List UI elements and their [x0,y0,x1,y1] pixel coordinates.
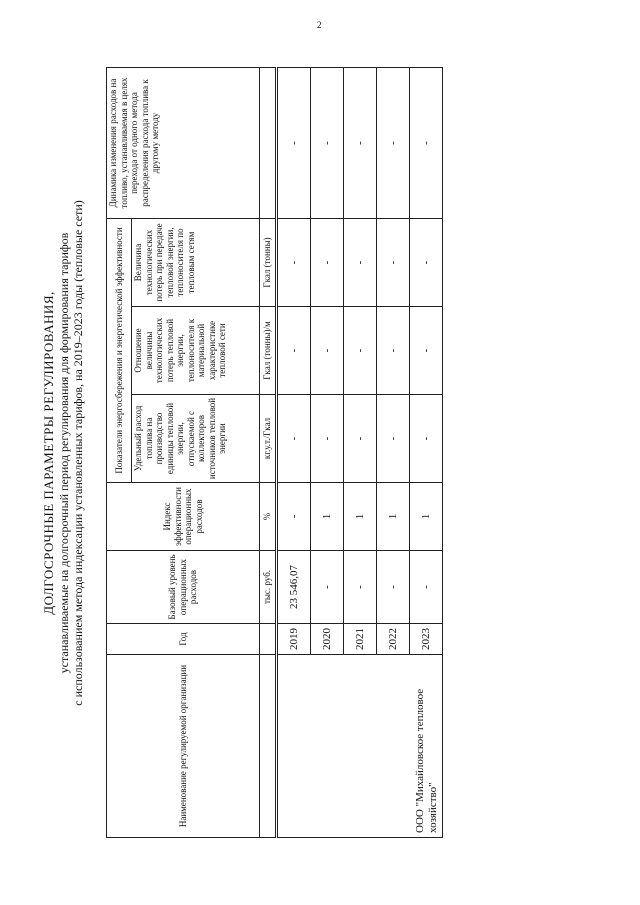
cell-loss-value: - [311,218,344,306]
document-subtitle-line-1: устанавливаемые на долгосрочный период регулирования для формирования тарифов [57,232,71,674]
cell-specific-fuel: - [311,395,344,483]
cell-efficiency-index: 1 [344,483,377,551]
rotated-page-content [40,68,600,838]
unit-empty [260,655,277,838]
cell-base-level: 23 546,07 [277,551,311,624]
header-loss-value: Величина технологических потерь при передаче тепловой энергии, теплоносителя по тепловым сетям [132,218,260,306]
header-org-name: Наименование регулируемой организации [107,655,260,838]
cell-specific-fuel: - [410,395,443,483]
cell-fuel-dynamics: - [344,67,377,218]
cell-loss-value: - [344,218,377,306]
cell-base-level: - [377,551,410,624]
cell-loss-ratio: - [277,307,311,395]
parameters-table [106,67,443,838]
cell-fuel-dynamics: - [410,67,443,218]
unit-specific-fuel: кг.у.т./Гкал [260,395,277,483]
header-row-1 [107,67,132,837]
header-efficiency-index: Индекс эффективности операционных расходов [107,483,260,551]
header-specific-fuel: Удельный расход топлива на производство единицы тепловой энергии, отпускаемой с коллекторов источников тепловой энергии [132,395,260,483]
cell-year: 2019 [277,624,311,655]
cell-efficiency-index: - [277,483,311,551]
cell-loss-ratio: - [311,307,344,395]
cell-year: 2020 [311,624,344,655]
cell-loss-ratio: - [377,307,410,395]
cell-loss-ratio: - [410,307,443,395]
cell-fuel-dynamics: - [311,67,344,218]
table-row [277,67,311,837]
cell-fuel-dynamics: - [377,67,410,218]
cell-base-level: - [344,551,377,624]
units-row [260,67,277,837]
cell-loss-ratio: - [344,307,377,395]
organization-name: ООО "Михайловское тепловое хозяйство" [277,655,443,838]
cell-loss-value: - [377,218,410,306]
header-fuel-dynamics: Динамика изменения расходов на топливо, устанавливаемая в целях перехода от одного метода распределения расхода топлива к другому методу [107,67,260,218]
unit-loss-ratio: Гкал (тонны)/м [260,307,277,395]
page-number: 2 [317,20,322,30]
header-energy-group: Показатели энергосбережения и энергетической эффективности [107,218,132,482]
cell-fuel-dynamics: - [277,67,311,218]
cell-loss-value: - [410,218,443,306]
unit-efficiency-index: % [260,483,277,551]
cell-specific-fuel: - [344,395,377,483]
document-heading [40,68,85,838]
unit-loss-value: Гкал (тонны) [260,218,277,306]
header-base-level: Базовый уровень операционных расходов [107,551,260,624]
unit-empty [260,67,277,218]
header-loss-ratio: Отношение величины технологических потерь тепловой энергии, теплоносителя к материальной характеристике тепловой сети [132,307,260,395]
cell-efficiency-index: 1 [410,483,443,551]
document-title: ДОЛГОСРОЧНЫЕ ПАРАМЕТРЫ РЕГУЛИРОВАНИЯ, [41,291,56,615]
cell-year: 2023 [410,624,443,655]
cell-year: 2022 [377,624,410,655]
cell-year: 2021 [344,624,377,655]
cell-base-level: - [410,551,443,624]
unit-empty [260,624,277,655]
cell-loss-value: - [277,218,311,306]
cell-base-level: - [311,551,344,624]
document-subtitle-line-2: с использованием метода индексации установленных тарифов, на 2019–2023 годы (тепловые сети) [71,200,85,706]
unit-base-level: тыс. руб. [260,551,277,624]
cell-efficiency-index: 1 [311,483,344,551]
cell-specific-fuel: - [377,395,410,483]
header-year: Год [107,624,260,655]
cell-efficiency-index: 1 [377,483,410,551]
cell-specific-fuel: - [277,395,311,483]
